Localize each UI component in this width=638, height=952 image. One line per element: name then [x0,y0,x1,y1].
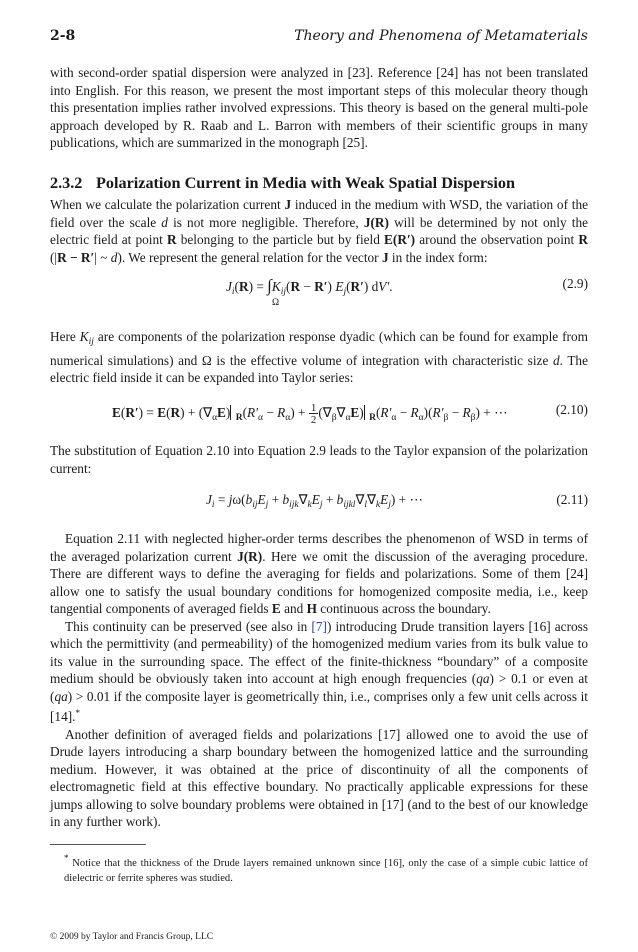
paragraph-4-text: The substitution of Equation 2.10 into Equation 2.9 leads to the Taylor expansion of the polarization current: [50,443,588,476]
equation-2-11-body: $J_i = j\omega(b_{ij}E_j + b_{ijk}\nabla_kE_j + b_{ijkl}\nabla_l\nabla_kE_j)$ + ⋯ [206,492,423,510]
equation-2-10-body: $E(R') = E(R) + (\nabla_\alpha E) _R(R'_\alpha - R_\alpha) + 1$ 2 $(\nabla_\beta\nabla_\alpha E) _R(R'_\alpha - R_\alpha)(R'_\beta - R_\beta)$ + ⋯ [112,402,508,426]
page-number: 2-8 [50,28,76,44]
paragraph-7: Another definition of averaged fields and polarizations [17] allowed one to avoid the use of Drude layers introducing a sharp boundary between the homogenized lattice and the surrounding medium. However, it was obtained at the price of discontinuity of all the components of electromagnetic field at this effective boundary. No practically applicable expressions for these jumps allowing to solve boundary problems were obtained in [17] (and to the best of our knowledge in any further work). [50,726,588,829]
paragraph-5: Equation 2.11 with neglected higher-order terms describes the phenomenon of WSD in terms of the averaged polarization current J(R). Here we omit the discussion of the averaging procedure. There are different ways to define the averaging for fields and polarizations. Some of them [24] allow one to satisfy the usual boundary conditions for homogenized composite media, i.e., keep tangential components of averaged fields E and H continuous across the boundary. This continuity can be preserved (see also in [7]) introducing Drude transition layers [16] across which the permittivity (and permeability) of the homogenized medium varies from its bulk value to its value in the surrounding space. The effect of the finite-thickness “boundary” of a composite medium should be obviously taken into account at high enough frequencies (qa) > 0.1 or even at (qa) > 0.01 if the composite layer is geometrically thin, i.e., comprises only a few unit cells across it [14].* Another definition of averaged fields and polarizations [17] allowed one to avoid the use of Drude layers introducing a sharp boundary between the homogenized lattice and the surrounding medium. However, it was obtained at the price of discontinuity of all the components of electromagnetic field at this effective boundary. No practically applicable expressions for these jumps allowing to solve boundary problems were obtained in [17] (and to the best of our knowledge in any further work). [50,531,589,829]
running-header [50,28,588,46]
copyright: © 2009 by Taylor and Francis Group, LLC [50,932,214,942]
section-heading [50,174,515,193]
section-title: Polarization Current in Media with Weak Spatial Dispersion [96,174,515,192]
equation-2-9-body: $J_i(R) = \int K_{ij}(R - R')$ $E_j(R')$ dV′. [226,276,393,297]
equation-2-10-number: (2.10) [555,402,588,417]
section-number: 2.3.2 [50,174,83,192]
paragraph-4 [50,442,588,477]
paragraph-3: Here $K_{ij}$ are components of the polarization response dyadic (which can be found for example from numerical simulations) and Ω is the effective volume of integration with characteristic size d. The electric field inside it can be expanded into Taylor series: [50,329,588,385]
running-title: Theory and Phenomena of Metamaterials [294,28,588,44]
paragraph-2: When we calculate the polarization current J induced in the medium with WSD, the variation of the field over the scale d is not more negligible. Therefore, J(R) will be determined by not only the electric field at point R belonging to the particle but by field E(R′) around the observation point R (|R − R′| ~ d). We represent the general relation for the vector J in the index form: [50,197,588,265]
reference-7-link[interactable]: [7] [311,618,327,634]
paragraph-1-text: with second-order spatial dispersion were analyzed in [23]. Reference [24] has not been translated into English. For this reason, we present the most important steps of this molecular theory though this presentation implies rather involved expressions. This theory is based on the general multi-pole approach developed by R. Raab and L. Barron with members of their scientific groups in many publications, which are summarized in the monograph [25]. [50,65,588,150]
footnote-rule [50,844,146,845]
equation-2-9-number: (2.9) [562,276,588,291]
equation-2-10 [50,394,588,434]
equation-2-11-number: (2.11) [556,492,588,507]
footnote-marker: * [75,708,80,718]
paragraph-6: This continuity can be preserved (see also in [7]) introducing Drude transition layers [16] across which the permittivity (and permeability) of the homogenized medium varies from its bulk value to its value in the surrounding space. The effect of the finite-thickness “boundary” of a composite medium should be obviously taken into account at high enough frequencies (qa) > 0.1 or even at (qa) > 0.01 if the composite layer is geometrically thin, i.e., comprises only a few unit cells across it [14].* [50,618,589,724]
footnote: * Notice that the thickness of the Drude layers remained unknown since [16], only the case of a simple cubic lattice of dielectric or ferrite spheres was studied. [64,853,588,884]
equation-2-9: $J_i(R) = \int K_{ij}(R - R')$ $E_j(R')$ dV′. Ω (2.9) [226,276,588,308]
paragraph-1 [50,64,588,152]
equation-2-11 [50,492,588,516]
